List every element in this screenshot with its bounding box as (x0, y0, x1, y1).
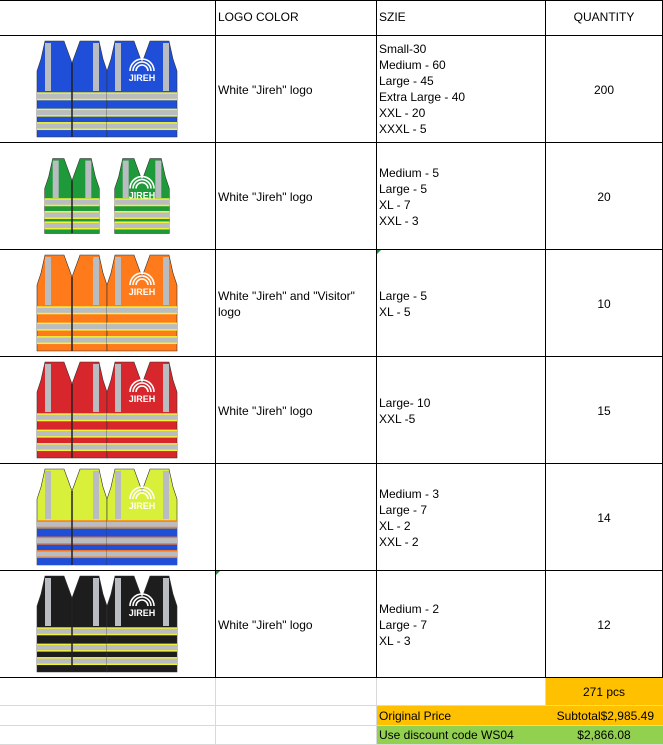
vest-back-icon (115, 159, 170, 234)
discount-total: $2,866.08 (577, 728, 631, 742)
gridline (215, 678, 216, 745)
vest-front-icon (37, 362, 107, 458)
quantity-cell: 200 (593, 83, 615, 97)
vest-front-icon (37, 576, 107, 672)
size-cell: Small-30 Medium - 60 Large - 45 Extra Large - 40 XXL - 20 XXXL - 5 (379, 42, 466, 136)
svg-text:JIREH: JIREH (128, 190, 156, 201)
vest-image-black (0, 571, 215, 677)
subtotal-value: Subtotal$2,985.49 (556, 709, 654, 723)
svg-text:JIREH: JIREH (128, 73, 156, 83)
border (0, 677, 663, 678)
vest-back-icon (107, 469, 177, 565)
header-quantity: QUANTITY (573, 10, 635, 24)
vest-back-icon (107, 576, 177, 672)
logo-color-cell: White "Jireh" logo (218, 404, 313, 418)
vest-back-icon (107, 362, 177, 458)
quantity-cell: 14 (597, 511, 611, 525)
gridline (0, 705, 663, 706)
size-cell: Large - 5 XL - 5 (379, 289, 428, 319)
header-size: SZIE (379, 10, 406, 24)
border (545, 0, 546, 678)
vest-front-icon (37, 41, 107, 137)
quantity-cell: 15 (597, 404, 611, 418)
vest-pair-illustration (0, 464, 215, 570)
quantity-cell: 12 (597, 618, 611, 632)
border (215, 0, 216, 678)
svg-text:JIREH: JIREH (128, 394, 156, 404)
border (0, 0, 663, 1)
svg-text:JIREH: JIREH (128, 501, 156, 511)
vest-front-icon (45, 159, 100, 234)
logo-color-cell: White "Jireh" logo (218, 190, 313, 204)
svg-text:JIREH: JIREH (128, 608, 156, 618)
gridline (0, 725, 663, 726)
quantity-cell: 10 (597, 297, 611, 311)
vest-front-icon (37, 469, 107, 565)
vest-image-orange (0, 250, 215, 356)
vest-back-icon (107, 41, 177, 137)
border (376, 0, 377, 678)
vest-front-icon (37, 255, 107, 351)
discount-code-label: Use discount code WS04 (379, 728, 514, 742)
size-cell: Medium - 2 Large - 7 XL - 3 (379, 602, 440, 648)
comment-indicator (216, 571, 220, 575)
vest-pair-illustration (0, 571, 215, 677)
svg-text:JIREH: JIREH (128, 287, 156, 297)
vest-pair-illustration (0, 36, 215, 142)
vest-pair-illustration (0, 357, 215, 463)
original-price-label: Original Price (379, 709, 452, 723)
vest-image-blue (0, 36, 215, 142)
total-pcs: 271 pcs (582, 685, 626, 699)
size-cell: Large- 10 XXL -5 (379, 396, 431, 426)
quantity-cell: 20 (597, 190, 611, 204)
vest-image-green (0, 143, 215, 249)
vest-back-icon (107, 255, 177, 351)
comment-indicator (377, 250, 381, 254)
vest-pair-illustration (0, 143, 215, 249)
header-logo-color: LOGO COLOR (218, 10, 299, 24)
size-cell: Medium - 3 Large - 7 XL - 2 XXL - 2 (379, 487, 440, 549)
gridline (376, 678, 377, 745)
vest-image-yellow-blue (0, 464, 215, 570)
vest-image-red (0, 357, 215, 463)
logo-color-cell: White "Jireh" logo (218, 618, 313, 632)
vest-pair-illustration (0, 250, 215, 356)
logo-color-cell: White "Jireh" logo (218, 83, 313, 97)
logo-color-cell: White "Jireh" and "Visitor" logo (218, 289, 355, 319)
size-cell: Medium - 5 Large - 5 XL - 7 XXL - 3 (379, 166, 440, 228)
